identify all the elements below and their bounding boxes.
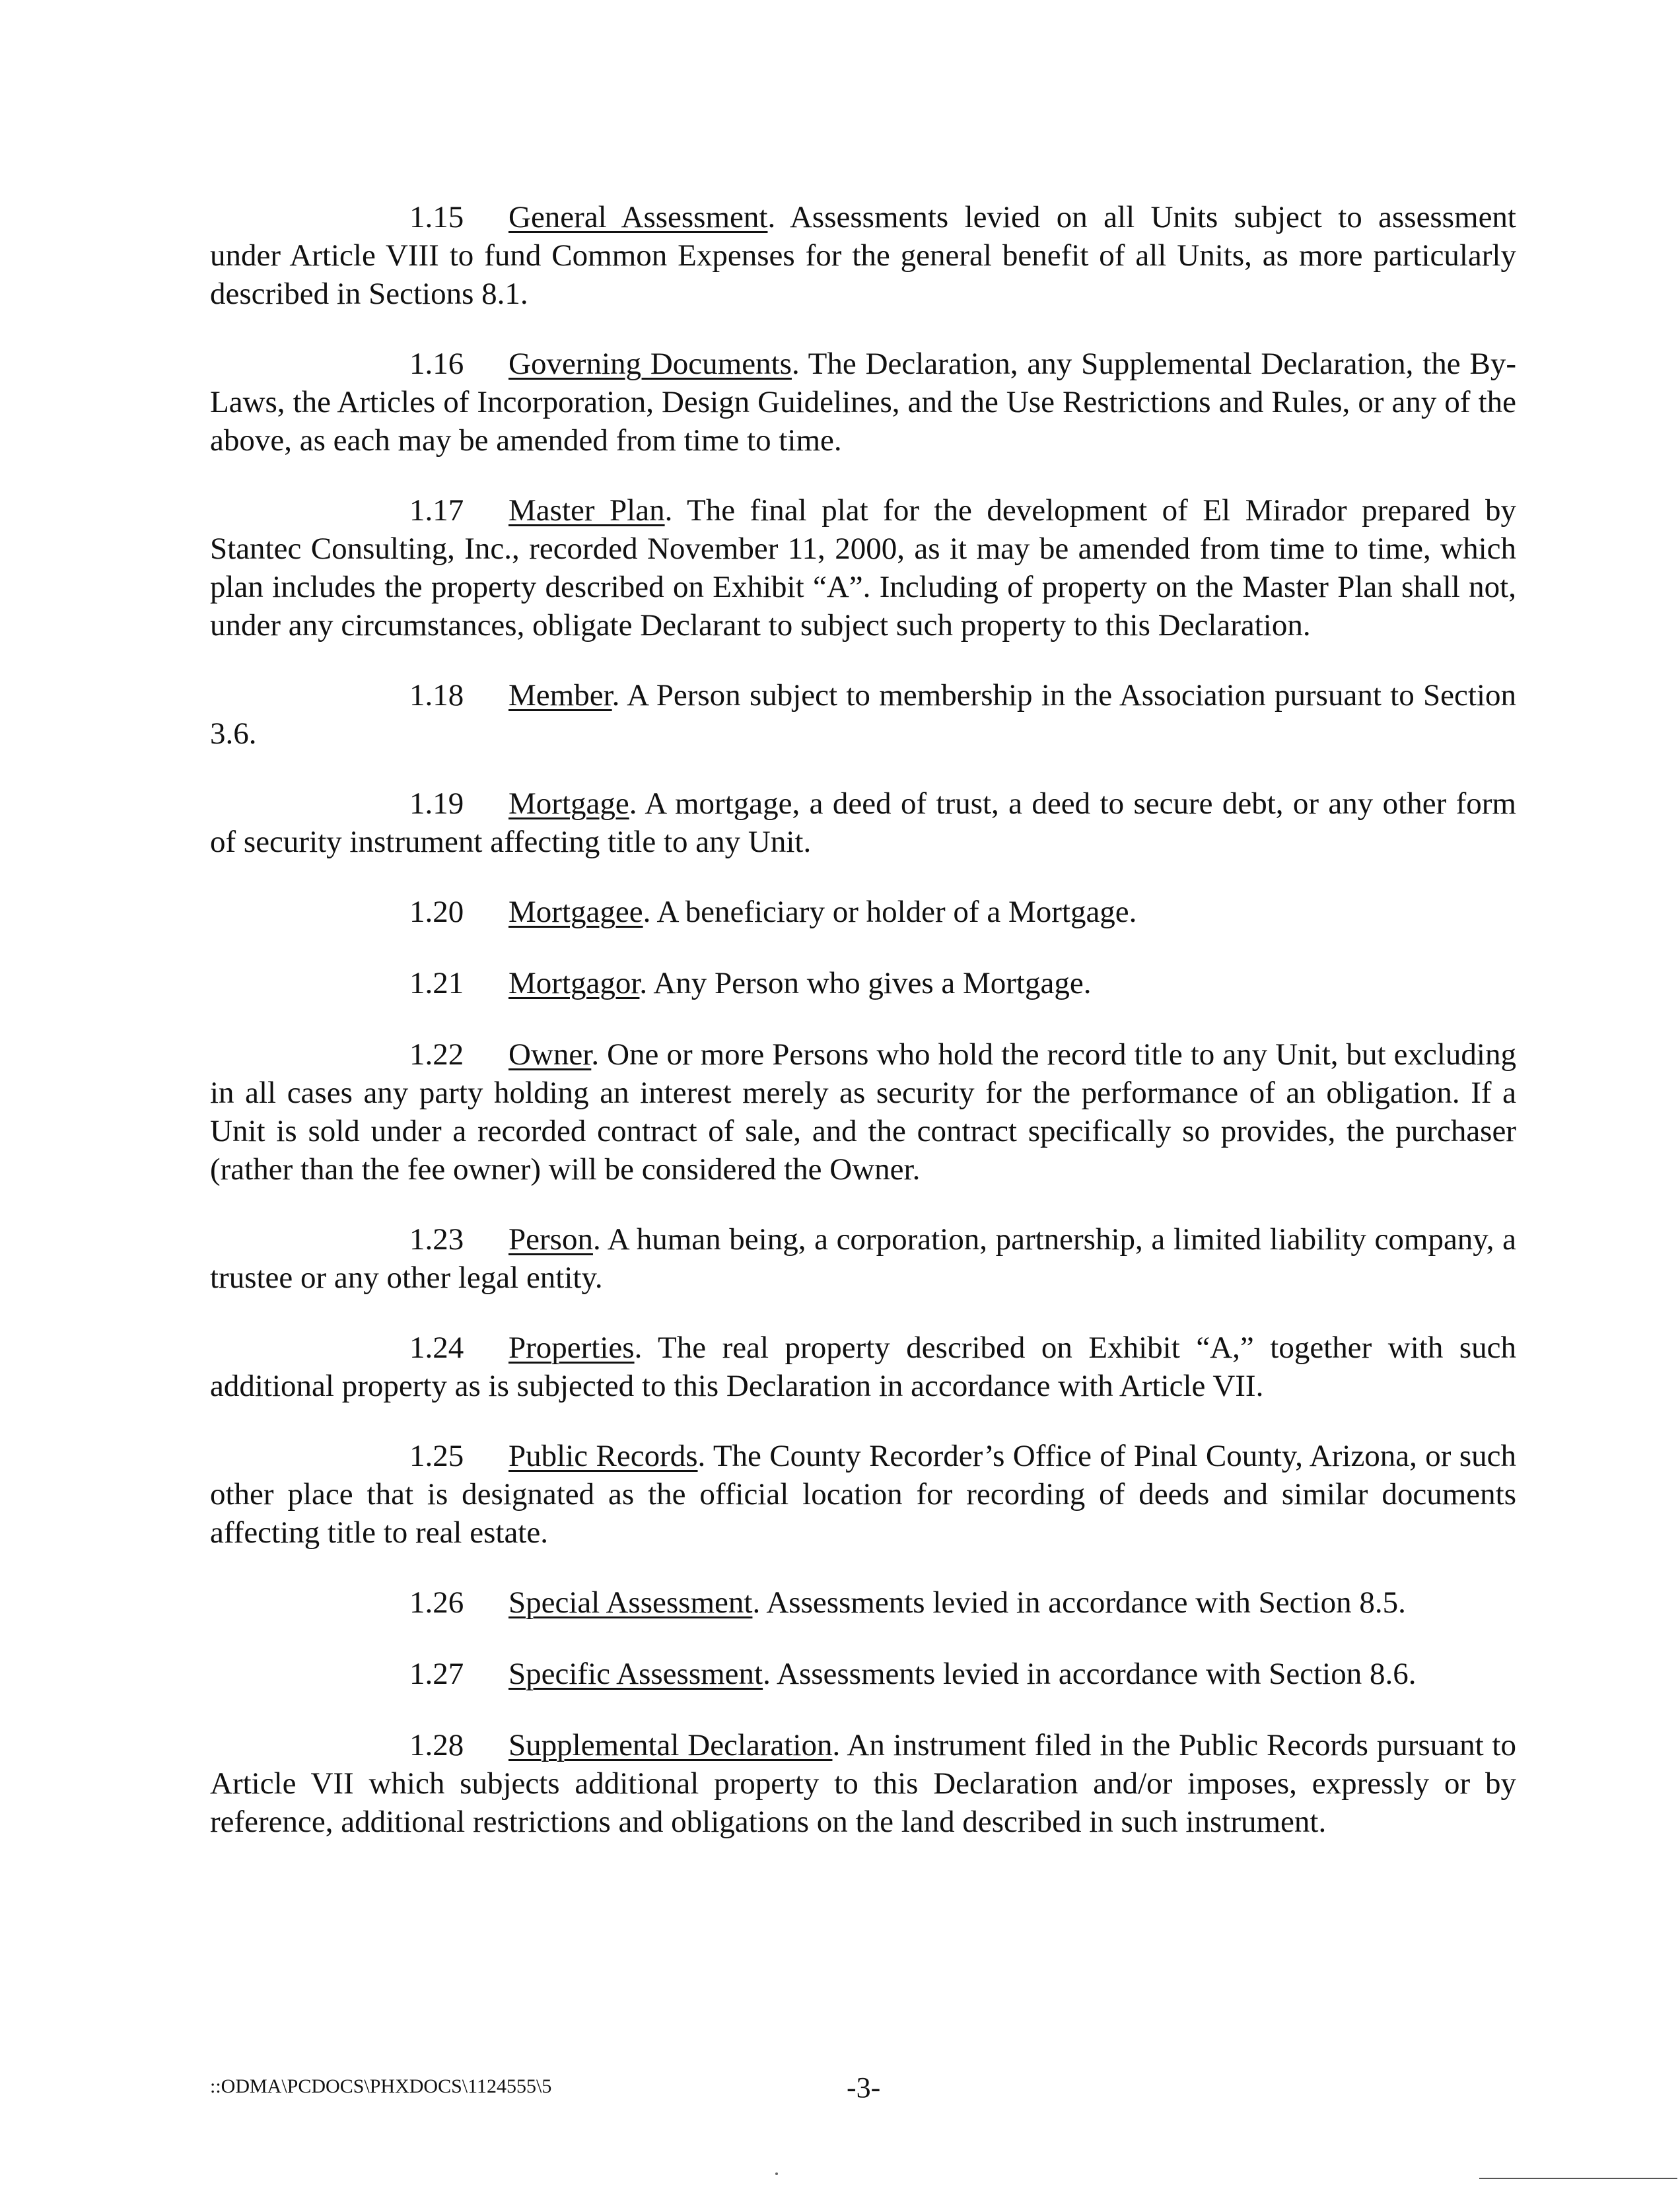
definition-text: . The final plat for the development of El Mirador prepared by Stantec Consulting, Inc., recorded November 11, 2000, as it may be amended from time to time, which plan includes the property described on Exhibit “A”. Including of property on the Master Plan shall not, under any circumstances, obligate Declarant to subject such property to this Declaration.: [210, 493, 1516, 642]
definition-1-25: [210, 1437, 1516, 1552]
definition-1-15: [210, 198, 1516, 313]
definition-1-26: [409, 1583, 1516, 1622]
defined-term: Specific Assessment: [508, 1657, 763, 1691]
definition-1-28: [210, 1726, 1516, 1841]
definition-text: . A mortgage, a deed of trust, a deed to secure debt, or any other form of security instrument affecting title to any Unit.: [210, 786, 1516, 859]
definition-text: . The real property described on Exhibit “A,” together with such additional property as is subjected to this Declaration in accordance with Article VII.: [210, 1331, 1516, 1403]
definition-1-23: [210, 1220, 1516, 1297]
defined-term: Supplemental Declaration: [508, 1728, 833, 1762]
definition-1-19: [210, 784, 1516, 861]
section-number: 1.18: [409, 678, 464, 712]
footer-rule: [1479, 2178, 1677, 2179]
section-number: 1.17: [409, 493, 464, 528]
section-number: 1.23: [409, 1222, 464, 1257]
definition-text: . Assessments levied in accordance with Section 8.5.: [752, 1585, 1406, 1620]
defined-term: Person: [508, 1222, 593, 1257]
definition-1-21: [409, 964, 1516, 1002]
definition-text: . An instrument filed in the Public Records pursuant to Article VII which subjects additional property to this Declaration and/or imposes, expressly or by reference, additional restrictions and obligations on the land described in such instrument.: [210, 1728, 1516, 1839]
page-number: -3-: [847, 2071, 881, 2104]
scan-speck: [775, 2172, 778, 2175]
definition-text: . One or more Persons who hold the record title to any Unit, but excluding in all cases any party holding an interest merely as security for the performance of an obligation. If a Unit is sold under a recorded contract of sale, and the contract specifically so provides, the purchaser (rather than the fee owner) will be considered the Owner.: [210, 1037, 1516, 1187]
definition-1-27: [409, 1655, 1516, 1693]
section-number: 1.25: [409, 1439, 464, 1473]
defined-term: Governing Documents: [508, 347, 792, 381]
section-number: 1.19: [409, 786, 464, 821]
definitions-body: [210, 198, 1516, 1873]
section-number: 1.24: [409, 1331, 464, 1365]
definition-text: . Assessments levied on all Units subject to assessment under Article VIII to fund Common Expenses for the general benefit of all Units, as more particularly described in Sections 8.1.: [210, 200, 1516, 311]
defined-term: Master Plan: [508, 493, 665, 528]
section-number: 1.26: [409, 1585, 464, 1620]
definition-text: . The County Recorder’s Office of Pinal County, Arizona, or such other place that is designated as the official location for recording of deeds and similar documents affecting title to real estate.: [210, 1439, 1516, 1550]
defined-term: Mortgagor: [508, 966, 640, 1000]
definition-text: . A Person subject to membership in the Association pursuant to Section 3.6.: [210, 678, 1516, 751]
section-number: 1.20: [409, 895, 464, 929]
definition-1-20: [409, 893, 1516, 931]
defined-term: Mortgagee: [508, 895, 643, 929]
definition-text: . A beneficiary or holder of a Mortgage.: [643, 895, 1137, 929]
defined-term: Special Assessment: [508, 1585, 753, 1620]
definition-text: . A human being, a corporation, partnership, a limited liability company, a trustee or any other legal entity.: [210, 1222, 1516, 1295]
defined-term: Public Records: [508, 1439, 698, 1473]
defined-term: Owner: [508, 1037, 592, 1072]
document-path: ::ODMA\PCDOCS\PHXDOCS\1124555\5: [210, 2075, 552, 2097]
definition-text: . Assessments levied in accordance with Section 8.6.: [763, 1657, 1417, 1691]
defined-term: Properties: [508, 1331, 635, 1365]
definition-text: . Any Person who gives a Mortgage.: [639, 966, 1092, 1000]
definition-text: . The Declaration, any Supplemental Declaration, the By-Laws, the Articles of Incorporation, Design Guidelines, and the Use Restrictions and Rules, or any of the above, as each may be amended from time to time.: [210, 347, 1516, 458]
section-number: 1.21: [409, 966, 464, 1000]
definition-1-24: [210, 1329, 1516, 1405]
definition-1-22: [210, 1035, 1516, 1189]
definition-1-18: [210, 676, 1516, 753]
defined-term: Mortgage: [508, 786, 629, 821]
definition-1-17: [210, 491, 1516, 644]
section-number: 1.27: [409, 1657, 464, 1691]
defined-term: Member: [508, 678, 612, 712]
defined-term: General Assessment: [508, 200, 768, 234]
section-number: 1.22: [409, 1037, 464, 1072]
section-number: 1.16: [409, 347, 464, 381]
section-number: 1.15: [409, 200, 464, 234]
section-number: 1.28: [409, 1728, 464, 1762]
definition-1-16: [210, 345, 1516, 460]
